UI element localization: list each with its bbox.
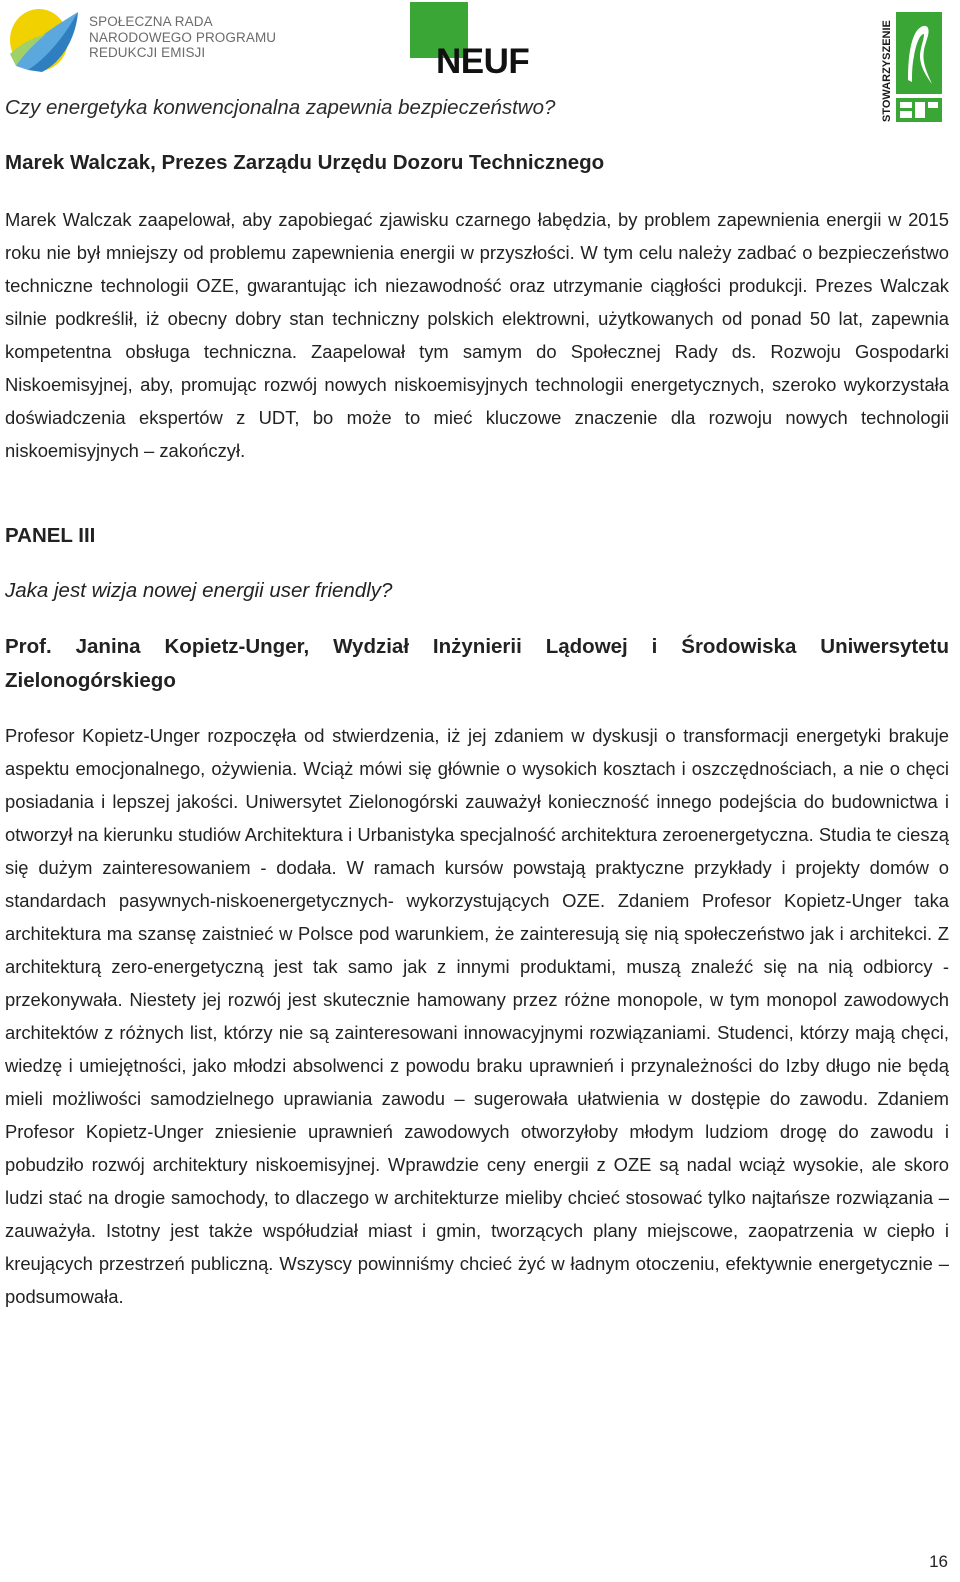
paragraph-kopietz-unger: Profesor Kopietz-Unger rozpoczęła od stwierdzenia, iż jej zdaniem w dyskusji o transformacji energetyki brakuje aspektu emocjonalnego, ożywienia. Wciąż mówi się głównie o wysokich kosztach i oszczędnościach, a nie o chęci posiadania i lepszej jakości. Uniwersytet Zielonogórski zauważył konieczność innego podejścia do budownictwa i otworzył na kierunku studiów Architektura i Urbanistyka specjalność architektura zeroenergetyczna. Studia te cieszą się dużym zainteresowaniem - dodała. W ramach kursów powstają praktyczne przykłady i projekty domów o standardach pasywnych-niskoenergetycznych- wykorzystujących OZE. Zdaniem Profesor Kopietz-Unger taka architektura ma szansę zaistnieć w Polsce pod warunkiem, że zainteresują się nią społeczeństwo jak i architekci. Z architekturą zero-energetyczną jest tak samo jak z innymi produktami, muszą znaleźć się na nią odbiorcy - przekonywała. Niestety jej rozwój jest skutecznie hamowany przez różne monopole, w tym monopol zawodowych architektów z różnych list, którzy nie są zainteresowani innowacyjnymi rozwiązaniami. Studenci, którzy mają chęci, wiedzę i umiejętności, jako młodzi absolwenci z powodu braku uprawnień i przynależności do Izby długo nie będą mieli możliwości samodzielnego uprawiania zawodu – sugerowała ułatwienia w dostępie do zawodu. Zdaniem Profesor Kopietz-Unger zniesienie uprawnień zawodowych otworzyłoby młodym ludziom drogę do zawodu i pobudziło rozwój architektury niskoemisyjnej. Wprawdzie ceny energii z OZE są nadal wciąż wysokie, ale skoro ludzi stać na drogie samochody, to dlaczego w architekturze mieliby chcieć stosować tylko najtańsze rozwiązania – zauważyła. Istotny jest także współudział miast i gmin, tworzących plany miejscowe, zaopatrzenia w ciepło i kreujących przestrzeń publiczną. Wszyscy powinniśmy chcieć żyć w ładnym otoczeniu, efektywnie energetycznie – podsumowała.	[5, 725, 949, 1307]
paragraph-walczak: Marek Walczak zaapelował, aby zapobiegać zjawisku czarnego łabędzia, by problem zapewnienia energii w 2015 roku nie był mniejszy od problemu zapewnienia energii w przyszłości. W tym celu należy zadbać o bezpieczeństwo techniczne technologii OZE, gwarantując ich niezawodność oraz utrzymanie ciągłości produkcji. Prezes Walczak silnie podkreślił, iż obecny dobry stan techniczny polskich elektrowni, użytkowanych od ponad 50 lat, zapewnia kompetentna obsługa techniczna. Zaapelował tym samym do Społecznej Rady ds. Rozwoju Gospodarki Niskoemisyjnej, aby, promując rozwój nowych niskoemisyjnych technologii energetycznych, szeroko wykorzystała doświadczenia ekspertów z UDT, bo może to mieć kluczowe znaczenie dla rozwoju nowych technologii niskoemisyjnych – zakończył.	[5, 209, 949, 461]
document-question: Czy energetyka konwencjonalna zapewnia bezpieczeństwo?	[5, 96, 556, 119]
panel-subtitle: Jaka jest wizja nowej energii user friendly?	[5, 579, 393, 602]
logo-line-2: NARODOWEGO PROGRAMU	[89, 29, 277, 45]
speaker-heading-kopietz-unger: Prof. Janina Kopietz-Unger, Wydział Inżynierii Lądowej i Środowiska Uniwersytetu Zielonogórskiego	[5, 635, 949, 692]
spoleczna-rada-emblem-icon	[6, 4, 84, 74]
eta-vertical-label	[878, 12, 894, 124]
logo-text	[89, 14, 276, 61]
eta-vertical-text: STOWARZYSZENIE	[881, 20, 893, 122]
section-heading-walczak: Marek Walczak, Prezes Zarządu Urzędu Dozoru Technicznego	[5, 151, 605, 174]
page-number: 16	[929, 1552, 948, 1571]
logo-line-3: REDUKCJI EMISJI	[89, 45, 206, 60]
neuf-text: NEUF	[436, 42, 530, 81]
spoleczna-rada-logo	[6, 4, 277, 74]
panel-title: PANEL III	[5, 524, 96, 547]
neuf-logo	[410, 2, 540, 82]
logo-line-1: SPOŁECZNA RADA	[89, 14, 213, 29]
stowarzyszenie-eta-logo	[882, 10, 944, 124]
